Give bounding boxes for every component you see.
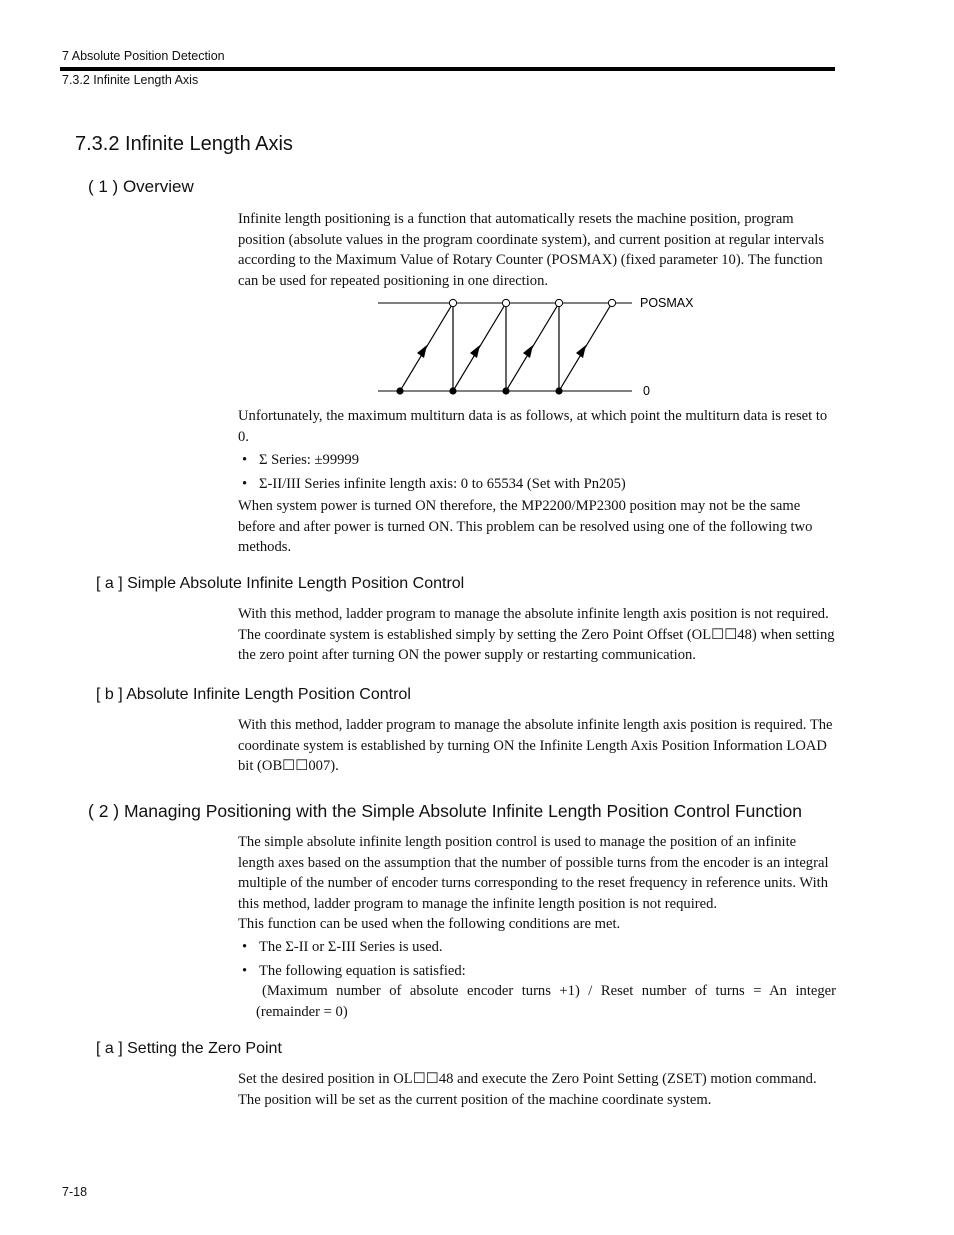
equation-line-1: (Maximum number of absolute encoder turns +1) / Reset number of turns = An integer [262,983,836,999]
top-point-4 [608,299,615,306]
subsection-b-paragraph: With this method, ladder program to manage the absolute infinite length axis position is required. The coordinate system is established by turning ON the Infinite Length Axis Position Information LOAD bit (OB☐☐007). [238,717,833,774]
overview-paragraph-2: Unfortunately, the maximum multiturn data is as follows, at which point the multiturn data is reset to 0. [238,408,828,445]
running-header-chapter: 7 Absolute Position Detection [62,49,225,63]
zero-point-paragraph: Set the desired position in OL☐☐48 and execute the Zero Point Setting (ZSET) motion command. The position will be set as the current position of the machine coordinate system. [238,1071,817,1108]
section-2-heading: ( 2 ) Managing Positioning with the Simple Absolute Infinite Length Position Control Function [88,801,803,821]
subsection-a-paragraph: With this method, ladder program to manage the absolute infinite length axis position is not required. The coordinate system is established simply by setting the Zero Point Offset (OL☐☐48) when setting the zero point after turning ON the power supply or restarting communication. [238,606,835,663]
posmax-label: POSMAX [640,296,694,310]
section-title: 7.3.2 Infinite Length Axis [75,133,293,155]
section-2-paragraph-1: The simple absolute infinite length position control is used to manage the position of an infinite length axes based on the assumption that the number of possible turns from the encoder is an integral multiple of the number of encoder turns corresponding to the reset frequency in reference units. With this method, ladder program to manage the infinite length position is not required. [238,834,829,912]
top-point-2 [502,299,509,306]
subsection-a-heading: [ a ] Simple Absolute Infinite Length Position Control [96,575,465,592]
list-item-text: The Σ-II or Σ-III Series is used. [259,939,443,955]
zero-label: 0 [643,384,650,398]
ramp-arrow-1 [417,345,427,358]
section-2-paragraph-2: This function can be used when the following conditions are met. [238,916,621,932]
list-item-text: The following equation is satisfied: [259,963,466,979]
ramp-arrow-2 [470,345,480,358]
ramp-arrow-3 [523,345,533,358]
list-item-text: Σ Series: ±99999 [259,452,360,468]
top-point-1 [449,299,456,306]
bottom-point-3 [502,387,509,394]
list-item: • Σ Series: ±99999 [242,452,360,468]
header-rule [60,67,835,71]
top-point-3 [555,299,562,306]
zero-point-heading: [ a ] Setting the Zero Point [96,1040,282,1057]
bottom-point-2 [449,387,456,394]
running-header-section: 7.3.2 Infinite Length Axis [62,73,199,87]
overview-heading: ( 1 ) Overview [88,177,194,196]
equation-line-2: (remainder = 0) [256,1004,348,1020]
list-item-text: Σ-II/III Series infinite length axis: 0 to 65534 (Set with Pn205) [259,476,626,492]
page-number: 7-18 [62,1185,88,1199]
bottom-point-1 [396,387,403,394]
overview-paragraph-3: When system power is turned ON therefore, the MP2200/MP2300 position may not be the same before and after power is turned ON. This problem can be resolved using one of the following two methods. [238,498,813,555]
posmax-reset-figure [370,293,710,403]
subsection-b-heading: [ b ] Absolute Infinite Length Position Control [96,686,411,703]
list-item: • The Σ-II or Σ-III Series is used. [242,939,443,955]
overview-paragraph-1: Infinite length positioning is a function that automatically resets the machine position, program position (absolute values in the program coordinate system), and current position at regular intervals according to the Maximum Value of Rotary Counter (POSMAX) (fixed parameter 10). The function can be used for repeated positioning in one direction. [238,211,825,289]
list-item: • The following equation is satisfied: [242,963,466,979]
bottom-point-4 [555,387,562,394]
ramp-arrow-4 [576,345,586,358]
list-item: • Σ-II/III Series infinite length axis: 0 to 65534 (Set with Pn205) [242,476,626,492]
